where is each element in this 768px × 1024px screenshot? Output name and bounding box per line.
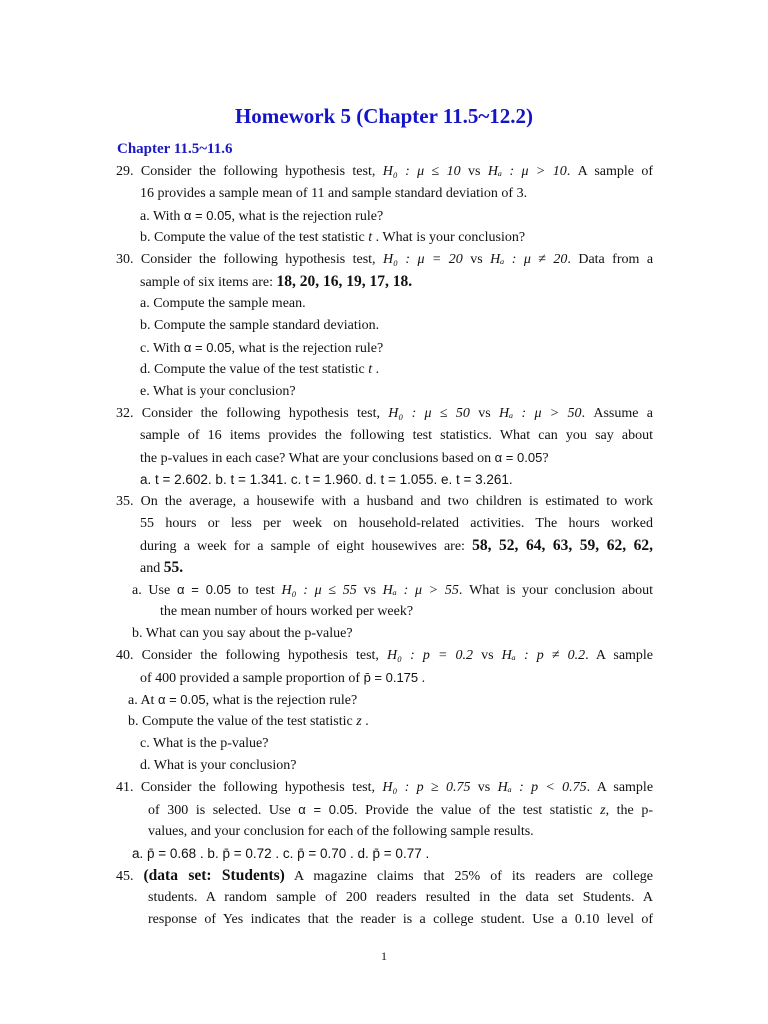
page-number: 1	[381, 949, 387, 963]
q41-sample-results: a. p̄ = 0.68 . b. p̄ = 0.72 . c. p̄ = 0.70 . d. p̄ = 0.77 .	[132, 846, 430, 861]
q30-part-c: c. With α = 0.05, what is the rejection rule?	[140, 340, 384, 356]
q30-data: 18, 20, 16, 19, 17, 18.	[276, 273, 413, 290]
q35-data: 58, 52, 64, 63, 59, 62, 62,	[472, 537, 653, 554]
q30-part-e: e. What is your conclusion?	[140, 384, 296, 399]
q41-line3: values, and your conclusion for each of the following sample results.	[148, 824, 534, 839]
q41-null-hypothesis: H₀ : p ≥ 0.75	[382, 780, 471, 795]
q29-part-b: b. Compute the value of the test statistic t . What is your conclusion?	[140, 230, 526, 245]
q29-part-a: a. With α = 0.05, what is the rejection rule?	[140, 208, 384, 224]
q45-line1: 45. (data set: Students) A magazine claims that 25% of its readers are college	[116, 867, 654, 884]
q29-line2: 16 provides a sample mean of 11 and sample standard deviation of 3.	[140, 186, 528, 201]
q35-part-b: b. What can you say about the p-value?	[132, 626, 353, 641]
q30-part-a: a. Compute the sample mean.	[140, 296, 306, 311]
q29-line1: 29. Consider the following hypothesis test, H₀ : μ ≤ 10 vs Hₐ : μ > 10. A sample of	[116, 164, 654, 179]
section-heading: Chapter 11.5~11.6	[117, 141, 233, 157]
q35-line3: during a week for a sample of eight housewives are: 58, 52, 64, 63, 59, 62, 62,	[140, 537, 653, 554]
q40-line2: of 400 provided a sample proportion of p̄ = 0.175 .	[140, 670, 426, 686]
page-title: Homework 5 (Chapter 11.5~12.2)	[234, 104, 534, 128]
q30-line2: sample of six items are: 18, 20, 16, 19, 17, 18.	[140, 273, 413, 290]
q29-alt-hypothesis: Hₐ : μ > 10	[487, 164, 567, 179]
q30-line1: 30. Consider the following hypothesis test, H₀ : μ = 20 vs Hₐ : μ ≠ 20. Data from a	[116, 252, 654, 267]
q32-alt-hypothesis: Hₐ : μ > 50	[498, 406, 582, 421]
q40-part-b: b. Compute the value of the test statistic z .	[128, 714, 369, 729]
q32-statistics: a. t = 2.602. b. t = 1.341. c. t = 1.960. d. t = 1.055. e. t = 3.261.	[140, 472, 513, 487]
q35-line4: and 55.	[140, 559, 184, 576]
q40-alt-hypothesis: Hₐ : p ≠ 0.2	[501, 648, 586, 663]
q30-alt-hypothesis: Hₐ : μ ≠ 20	[490, 252, 568, 267]
q41-line2: of 300 is selected. Use α = 0.05. Provide the value of the test statistic z, the p-	[148, 802, 653, 818]
q30-part-d: d. Compute the value of the test statistic t .	[140, 362, 380, 377]
q40-part-d: d. What is your conclusion?	[140, 758, 297, 773]
q40-part-c: c. What is the p-value?	[140, 736, 269, 751]
q45-dataset: (data set: Students)	[143, 867, 285, 884]
q40-line1: 40. Consider the following hypothesis test, H₀ : p = 0.2 vs Hₐ : p ≠ 0.2. A sample	[116, 648, 654, 663]
q29-null-hypothesis: H₀ : μ ≤ 10	[382, 164, 461, 179]
q40-part-a: a. At α = 0.05, what is the rejection rule?	[128, 692, 358, 708]
q35-part-a: a. Use α = 0.05 to test H₀ : μ ≤ 55 vs Hₐ : μ > 55. What is your conclusion about	[132, 582, 654, 598]
q32-line1: 32. Consider the following hypothesis test, H₀ : μ ≤ 50 vs Hₐ : μ > 50. Assume a	[116, 406, 654, 421]
q41-alt-hypothesis: Hₐ : p < 0.75	[497, 780, 587, 795]
q32-null-hypothesis: H₀ : μ ≤ 50	[388, 406, 470, 421]
q35-part-a-cont: the mean number of hours worked per week?	[160, 604, 414, 619]
q32-line2: sample of 16 items provides the following test statistics. What can you say about	[140, 428, 653, 443]
q45-line3: response of Yes indicates that the reader is a college student. Use a 0.10 level of	[148, 912, 653, 927]
q45-line2: students. A random sample of 200 readers resulted in the data set Students. A	[148, 890, 653, 905]
q32-line3: the p-values in each case? What are your conclusions based on α = 0.05?	[140, 450, 549, 466]
q30-part-b: b. Compute the sample standard deviation.	[140, 318, 380, 333]
q40-null-hypothesis: H₀ : p = 0.2	[387, 648, 473, 663]
q35-line1: 35. On the average, a housewife with a husband and two children is estimated to work	[116, 494, 653, 509]
q35-line2: 55 hours or less per week on household-related activities. The hours worked	[140, 516, 653, 531]
q30-null-hypothesis: H₀ : μ = 20	[382, 252, 463, 267]
q41-line1: 41. Consider the following hypothesis test, H₀ : p ≥ 0.75 vs Hₐ : p < 0.75. A sample	[116, 780, 654, 795]
